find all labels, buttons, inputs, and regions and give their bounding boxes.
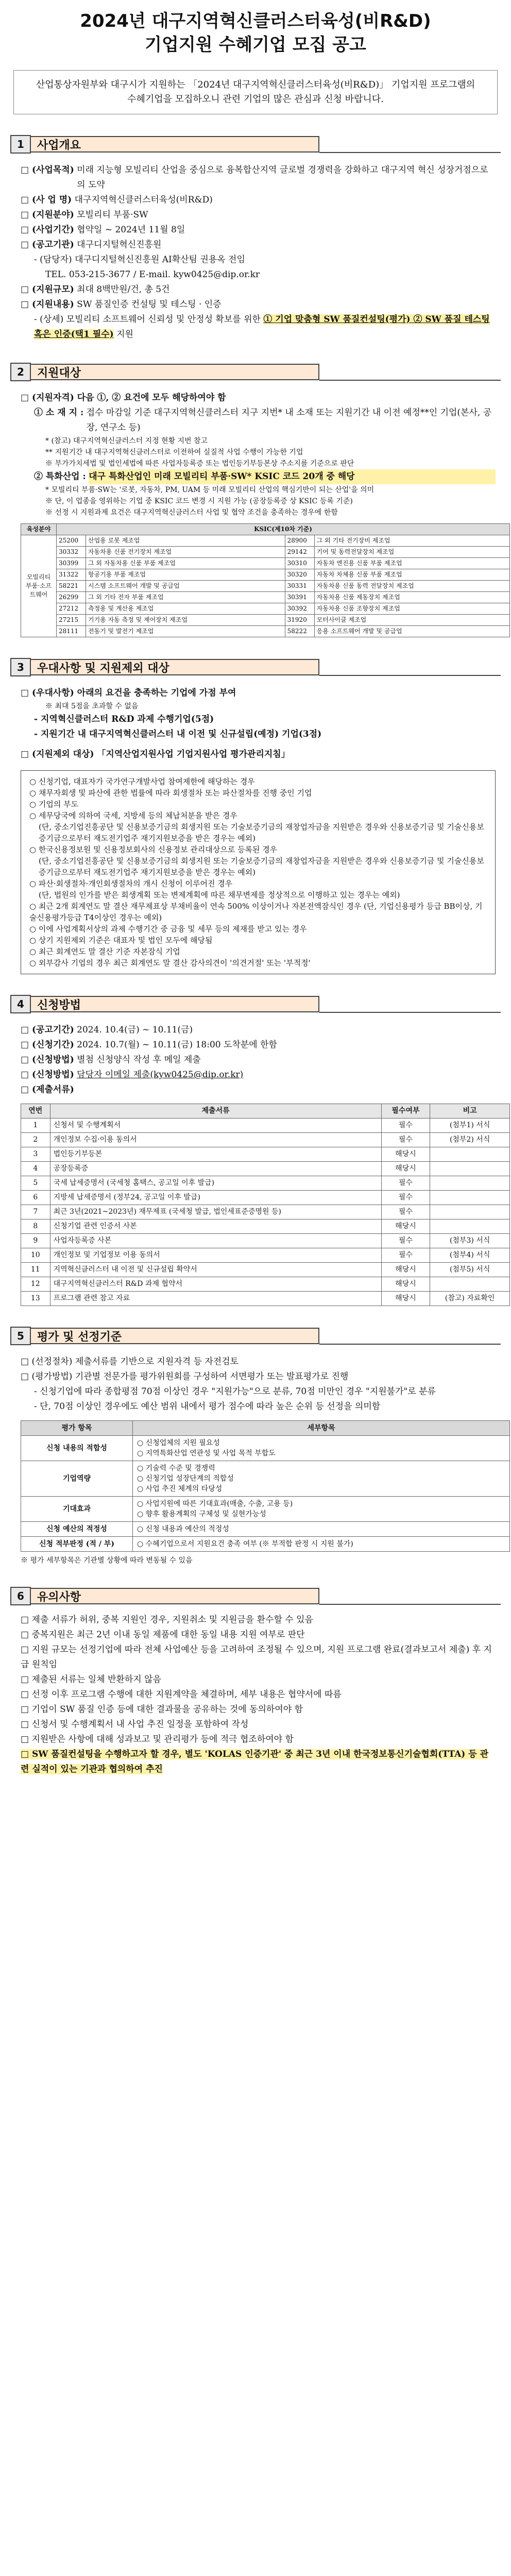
ksic-table — [21, 523, 510, 637]
table-cell: 그 외 기타 전자 부품 제조업 — [86, 592, 285, 603]
table-cell: 신청서 및 수행계획서 — [50, 1118, 381, 1133]
table-cell: 30391 — [285, 592, 314, 603]
table-row — [21, 581, 510, 592]
table-row — [21, 603, 510, 615]
table-row — [21, 1537, 510, 1552]
table-cell: 해당시 — [381, 1277, 430, 1292]
section-2-header — [10, 363, 501, 381]
list-item: □ 중복지원은 최근 2년 이내 동일 제품에 대한 동일 내용 지원 여부로 판단 — [21, 1630, 305, 1640]
table-cell: (첨부2) 서식 — [430, 1133, 510, 1147]
overview-row: □ (지원규모) 최대 8백만원/건, 총 5건 — [21, 284, 170, 295]
table-cell — [430, 1147, 510, 1162]
table-cell: 기어 및 동력전달장치 제조업 — [314, 547, 509, 558]
pref-item: - 지원기간 내 대구지역혁신클러스터 내 이전 및 신규설립(예정) 기업(3점) — [34, 729, 322, 739]
table-cell: 필수 — [381, 1176, 430, 1191]
table-cell — [430, 1277, 510, 1292]
table-header-cell: 비고 — [430, 1104, 510, 1118]
list-item: □ 지원 규모는 선정기업에 따라 전체 사업예산 등을 고려하여 조정될 수 있으며, 지원 프로그램 완료(결과보고서 제출) 후 지급 원칙임 — [21, 1645, 492, 1670]
table-cell: 국세 납세증명서 (국세청 홈택스, 공고일 이후 발급) — [50, 1176, 381, 1191]
pref-head: □ (우대사항) 아래의 요건을 충족하는 기업에 가점 부여 — [21, 688, 236, 698]
list-item: ○ 외부감사 기업의 경우 최근 회계연도 말 결산 감사의견이 '의견거절' 또는 '부적정' — [29, 958, 311, 968]
section-title: 사업개요 — [31, 136, 319, 152]
table-cell: 3 — [21, 1147, 50, 1162]
table-cell: 10 — [21, 1248, 50, 1263]
table-cell: 필수 — [381, 1234, 430, 1248]
apply-row: □ (신청방법) 담당자 이메일 제출(kyw0425@dip.or.kr) — [21, 1067, 496, 1082]
target-note: ** 지원기간 내 대구지역혁신클러스터로 이전하여 실질적 사업 수행이 가능한 기업 — [45, 448, 303, 456]
divider — [319, 1327, 501, 1345]
list-item: □ 제출된 서류는 일체 반환하지 않음 — [21, 1674, 161, 1685]
list-item: ○ 최근 2개 회계연도 말 결산 재무제표상 부채비율이 연속 500% 이상이거나 자본전액잠식인 경우 (단, 기업신용평가 등급 BB이상, 기술신용평가등급 T4이상인 경우는 예외) — [29, 902, 483, 922]
table-cell: 27215 — [57, 615, 86, 626]
list-item: □ 선정 이후 프로그램 수행에 대한 지원계약을 체결하며, 세부 내용은 협약서에 따름 — [21, 1689, 342, 1700]
table-cell: 30332 — [57, 547, 86, 558]
table-cell: 자동차 차체용 신품 부품 제조업 — [314, 569, 509, 581]
divider — [319, 995, 501, 1013]
table-cell: 해당시 — [381, 1219, 430, 1234]
list-item: ○ 이에 사업계획서상의 과제 수행기간 중 금융 및 세무 등의 제재를 받고 있는 경우 — [29, 924, 307, 934]
table-cell: 7 — [21, 1205, 50, 1219]
target-note: ※ 부가가치세법 및 법인세법에 따른 사업자등록증 또는 법인등기부등본상 주소지를 기준으로 판단 — [45, 460, 354, 468]
table-row — [21, 1191, 510, 1205]
table-cell: 26299 — [57, 592, 86, 603]
overview-row: □ (지원분야) 모빌리티 부품·SW — [21, 210, 148, 220]
excl-head: □ (지원제외 대상) 「지역산업지원사업 기업지원사업 평가관리지침」 — [21, 749, 290, 759]
table-row — [21, 1292, 510, 1306]
eval-note: ※ 평가 세부항목은 기관별 상황에 따라 변동될 수 있음 — [21, 1556, 193, 1565]
table-row — [21, 1205, 510, 1219]
section-number: 2 — [10, 363, 31, 381]
table-row — [21, 1522, 510, 1537]
list-item: □ 지원받은 사항에 대해 성과보고 및 관리평가 등에 적극 협조하여야 함 — [21, 1734, 294, 1744]
section-number: 3 — [10, 658, 31, 676]
table-cell: 기기용 자동 측정 및 제어장치 제조업 — [86, 615, 285, 626]
table-row — [21, 1162, 510, 1176]
table-cell: 측정용 및 계산용 제조업 — [86, 603, 285, 615]
section-4-header — [10, 995, 501, 1013]
table-cell — [430, 1176, 510, 1191]
section-number: 5 — [10, 1327, 31, 1345]
section-5-body — [21, 1354, 496, 1566]
overview-row: □ (사 업 명) 대구지역혁신클러스터육성(비R&D) — [21, 195, 213, 205]
table-cell: 개인정보 및 기업정보 이용 동의서 — [50, 1248, 381, 1263]
table-cell: 8 — [21, 1219, 50, 1234]
table-row — [21, 558, 510, 569]
table-cell: 6 — [21, 1191, 50, 1205]
table-cell: 13 — [21, 1292, 50, 1306]
table-cell: 프로그램 관련 참고 자료 — [50, 1292, 381, 1306]
eval-text: - 단, 70점 이상인 경우에도 예산 범위 내에서 평가 점수에 따라 높은 순위 등 선정을 의미함 — [34, 1401, 381, 1412]
pref-note: ※ 최대 5점을 초과할 수 없음 — [45, 702, 139, 710]
list-item: (단, 중소기업진흥공단 및 신용보증기금의 회생지원 또는 기술보증기금의 재창업자금을 지원받은 경우와 신용보증기금 및 기술신용보증기금으로부터 재도전기업주 재기지원보증을 받은 경우는 예외) — [39, 856, 484, 877]
table-header-cell: 제출서류 — [50, 1104, 381, 1118]
eval-text: □ (선정절차) 제출서류를 기반으로 지원자격 등 자전검토 — [21, 1357, 239, 1367]
caution-last: □ SW 품질컨설팅을 수행하고자 할 경우, 별도 'KOLAS 인증기관' 중 최근 3년 이내 한국정보통신기술협회(TTA) 등 관련 실적이 있는 기관과 협의하여 추진 — [21, 1749, 488, 1774]
table-cell: 30392 — [285, 603, 314, 615]
table-cell: 자동차용 신품 조향장치 제조업 — [314, 603, 509, 615]
table-header-cell: 평가 항목 — [21, 1421, 133, 1436]
list-item: □ 제출 서류가 허위, 중복 지원인 경우, 지원취소 및 지원금을 환수할 수 있음 — [21, 1615, 313, 1625]
list-item: ○ 파산·회생절차·개인회생절차의 개시 신청이 이루어진 경우 — [29, 879, 233, 888]
table-row — [21, 1497, 510, 1522]
table-cell: 자동차용 신품 전기장치 제조업 — [86, 547, 285, 558]
target-location: ① 소 재 지 : 접수 마감일 기준 대구지역혁신클러스터 지구 지번* 내 소재 또는 지원기간 내 이전 예정**인 기업(본사, 공장, 연구소 등) — [34, 408, 492, 433]
target-head: □ (지원자격) 다음 ①, ② 요건에 모두 해당하여야 함 — [21, 393, 226, 403]
table-row — [21, 1133, 510, 1147]
target-industry: ② 특화산업 : 대구 특화산업인 미래 모빌리티 부품·SW* KSIC 코드 20개 중 해당 — [21, 469, 496, 484]
section-title: 평가 및 선정기준 — [31, 1328, 319, 1344]
table-cell: 자동차용 신품 제동장치 제조업 — [314, 592, 509, 603]
target-note: ※ 단, 이 업종을 영위하는 기업 중 KSIC 코드 변경 시 지원 가능 (공장등록증 상 KSIC 등록 기준) — [45, 497, 353, 505]
notice-title — [10, 0, 501, 57]
table-cell: 신청 내용의 적합성 — [21, 1436, 133, 1461]
title-line-1: 2024년 대구지역혁신클러스터육성(비R&D) — [80, 11, 431, 31]
contact-info: TEL. 053-215-3677 / E-mail. kyw0425@dip.or.kr — [45, 269, 260, 280]
table-cell: 지방세 납세증명서 (정부24, 공고일 이후 발급) — [50, 1191, 381, 1205]
table-cell: ○ 수혜기업으로서 지원요건 충족 여부 (※ 부적합 판정 시 지원 불가) — [133, 1537, 510, 1552]
table-header-cell: 연번 — [21, 1104, 50, 1118]
table-cell: 58221 — [57, 581, 86, 592]
section-title: 신청방법 — [31, 996, 319, 1012]
table-row — [21, 1248, 510, 1263]
contact-person: - (담당자) 대구디지털혁신진흥원 AI확산팀 권용옥 전임 — [34, 255, 245, 265]
list-item: (단, 법원의 인가를 받은 회생계획 또는 변제계획에 따른 채무변제를 정상적으로 이행하고 있는 경우는 예외) — [39, 890, 400, 900]
table-cell: 25200 — [57, 535, 86, 547]
table-cell: (첨부3) 서식 — [430, 1234, 510, 1248]
table-header — [21, 1104, 510, 1118]
eval-text: □ (평가방법) 기관별 전문가를 평가위원회를 구성하여 서면평가 또는 발표평가로 진행 — [21, 1371, 349, 1382]
table-cell — [430, 1162, 510, 1176]
table-cell: 27212 — [57, 603, 86, 615]
divider — [319, 1587, 501, 1605]
table-cell: 31322 — [57, 569, 86, 581]
table-row — [21, 592, 510, 603]
target-note: * 모빌리티 부품·SW는 '로봇, 자동차, PM, UAM 등 미래 모빌리티 산업의 핵심기반이 되는 산업'을 의미 — [45, 486, 374, 494]
overview-row: □ (지원내용) SW 품질인증 컨설팅 및 테스팅 · 인증 — [21, 299, 222, 310]
section-2-body — [21, 391, 496, 637]
table-header: 육성분야 KSIC(제10차 기준) — [21, 524, 510, 535]
list-item: ○ 세무당국에 의하여 국세, 지방세 등의 체납처분을 받은 경우 — [29, 811, 237, 820]
ksic-group: 모빌리티 부품·소프트웨어 — [21, 535, 57, 637]
list-item: ○ 최근 회계연도 말 결산 기준 자본잠식 기업 — [29, 947, 180, 956]
overview-row: □ (사업기간) 협약일 ~ 2024년 11월 8일 — [21, 225, 185, 235]
table-row — [21, 1118, 510, 1133]
table-header-cell: 필수여부 — [381, 1104, 430, 1118]
table-row — [21, 1461, 510, 1497]
table-cell: 지역혁신클러스터 내 이전 및 신규설립 확약서 — [50, 1263, 381, 1277]
table-row — [21, 626, 510, 637]
table-row — [21, 1263, 510, 1277]
list-item: ○ 채무자회생 및 파산에 관한 법률에 따라 회생절차 또는 파산절차를 진행 중인 기업 — [29, 788, 312, 798]
section-title: 지원대상 — [31, 364, 319, 380]
apply-row: □ (공고기간) 2024. 10.4(금) ~ 10.11(금) — [21, 1025, 193, 1035]
table-cell: 1 — [21, 1118, 50, 1133]
divider — [319, 363, 501, 381]
exclusion-list — [21, 770, 496, 974]
table-cell: 사업자등록증 사본 — [50, 1234, 381, 1248]
evaluation-table — [21, 1420, 510, 1552]
table-cell: 30320 — [285, 569, 314, 581]
table-cell: 12 — [21, 1277, 50, 1292]
table-cell: 기업역량 — [21, 1461, 133, 1497]
table-cell: 법인등기부등본 — [50, 1147, 381, 1162]
table-cell: 필수 — [381, 1205, 430, 1219]
table-cell: 28900 — [285, 535, 314, 547]
target-note: ※ 선정 시 지원과제 요건은 대구지역혁신클러스터 사업 및 협약 조건을 충족하는 경우에 한함 — [45, 509, 338, 517]
table-row — [21, 1147, 510, 1162]
table-cell: 최근 3년(2021~2023년) 재무제표 (국세청 발급, 법인세표준증명원 등) — [50, 1205, 381, 1219]
list-item: (단, 중소기업진흥공단 및 신용보증기금의 회생지원 또는 기술보증기금의 재창업자금을 지원받은 경우와 신용보증기금 및 기술신용보증기금으로부터 재도전기업주 재기지원보증을 받은 경우는 예외) — [39, 822, 484, 843]
table-row — [21, 615, 510, 626]
section-1-header — [10, 135, 501, 154]
table-cell: 그 외 기타 전기장비 제조업 — [314, 535, 509, 547]
eval-text: - 신청기업에 따라 종합평점 70점 이상인 경우 "지원가능"으로 분류, 70점 미만인 경우 "지원불가"로 분류 — [34, 1386, 436, 1397]
table-cell — [430, 1205, 510, 1219]
table-cell: 해당시 — [381, 1147, 430, 1162]
list-item: ○ 한국신용정보원 및 신용정보회사의 신용정보 관리대상으로 등록된 경우 — [29, 845, 278, 854]
divider — [319, 658, 501, 676]
table-cell: 해당시 — [381, 1162, 430, 1176]
table-row — [21, 1277, 510, 1292]
table-cell: 신청 적부판정 (적 / 부) — [21, 1537, 133, 1552]
table-cell: 11 — [21, 1263, 50, 1277]
list-item: □ 신청서 및 수행계획서 내 사업 추진 일정을 포함하여 작성 — [21, 1719, 249, 1730]
table-cell: 9 — [21, 1234, 50, 1248]
table-cell: 신청 예산의 적정성 — [21, 1522, 133, 1537]
table-row — [21, 535, 510, 547]
table-cell: 항공기용 부품 제조업 — [86, 569, 285, 581]
documents-table — [21, 1104, 510, 1306]
apply-row: □ (신청기간) 2024. 10.7(월) ~ 10.11(금) 18:00 도착분에 한함 — [21, 1040, 277, 1050]
section-5-header — [10, 1327, 501, 1345]
table-cell: ○ 신청 내용과 예산의 적정성 — [133, 1522, 510, 1537]
table-cell — [430, 1219, 510, 1234]
overview-row: □ (공고기관) 대구디지털혁신진흥원 — [21, 240, 162, 250]
table-cell: 58222 — [285, 626, 314, 637]
table-cell: 해당시 — [381, 1263, 430, 1277]
table-cell: 30331 — [285, 581, 314, 592]
table-cell: 2 — [21, 1133, 50, 1147]
table-cell: 5 — [21, 1176, 50, 1191]
table-cell: 개인정보 수집·이용 동의서 — [50, 1133, 381, 1147]
table-cell: 산업용 로봇 제조업 — [86, 535, 285, 547]
table-cell: 31920 — [285, 615, 314, 626]
table-cell: 필수 — [381, 1133, 430, 1147]
table-header-cell: 세부항목 — [133, 1421, 510, 1436]
list-item: ○ 상기 지원제외 기준은 대표자 및 법인 모두에 해당됨 — [29, 936, 213, 945]
table-cell: 4 — [21, 1162, 50, 1176]
table-cell: ○ 신청업체의 지원 필요성 ○ 지역특화산업 연관성 및 사업 목적 부합도 — [133, 1436, 510, 1461]
list-item: ○ 기업의 부도 — [29, 800, 79, 809]
table-cell: 30399 — [57, 558, 86, 569]
section-6-header — [10, 1587, 501, 1605]
table-row — [21, 1219, 510, 1234]
cautions-list — [21, 1613, 496, 1747]
list-item: □ 기업이 SW 품질 인증 등에 대한 결과물을 공유하는 것에 동의하여야 함 — [21, 1704, 303, 1715]
table-cell: 그 외 자동차용 신품 부품 제조업 — [86, 558, 285, 569]
section-4-body — [21, 1023, 496, 1306]
target-note: * (참고) 대구지역혁신클러스터 지정 현황 지번 참고 — [45, 437, 208, 445]
table-cell: 시스템 소프트웨어 개발 및 공급업 — [86, 581, 285, 592]
apply-row: □ (신청방법) 별첨 신청양식 작성 후 메일 제출 — [21, 1055, 201, 1065]
table-row — [21, 1176, 510, 1191]
table-cell — [430, 1191, 510, 1205]
intro-box: 산업통상자원부와 대구시가 지원하는 「2024년 대구지역혁신클러스터육성(비R&D)」 기업지원 프로그램의 수혜기업을 모집하오니 관련 기업의 많은 관심과 신청 바랍니다. — [13, 70, 498, 114]
table-cell: 응용 소프트웨어 개발 및 공급업 — [314, 626, 509, 637]
table-cell: 30310 — [285, 558, 314, 569]
section-number: 1 — [10, 135, 31, 154]
table-cell: 공장등록증 — [50, 1162, 381, 1176]
pref-item: - 지역혁신클러스터 R&D 과제 수행기업(5점) — [34, 714, 214, 724]
table-row — [21, 1436, 510, 1461]
table-header — [21, 1421, 510, 1436]
table-cell: ○ 사업지원에 따른 기대효과(매출, 수출, 고용 등) ○ 향후 활용계획의 구체성 및 실현가능성 — [133, 1497, 510, 1522]
divider — [319, 135, 501, 153]
table-cell: 자동차 엔진용 신품 부품 제조업 — [314, 558, 509, 569]
table-cell: 29142 — [285, 547, 314, 558]
table-cell: 필수 — [381, 1191, 430, 1205]
table-cell: 대구지역혁신클러스터 R&D 과제 협약서 — [50, 1277, 381, 1292]
section-3-header — [10, 658, 501, 676]
table-cell: 자동차용 신품 동력 전달장치 제조업 — [314, 581, 509, 592]
table-cell: (첨부4) 서식 — [430, 1248, 510, 1263]
table-cell: 28111 — [57, 626, 86, 637]
table-cell: (참고) 자료확인 — [430, 1292, 510, 1306]
table-cell: 기대효과 — [21, 1497, 133, 1522]
table-row — [21, 547, 510, 558]
section-3-body — [21, 686, 496, 974]
contact-email-link[interactable]: 담당자 이메일 제출(kyw0425@dip.or.kr) — [77, 1070, 244, 1080]
table-cell: 필수 — [381, 1118, 430, 1133]
section-title: 유의사항 — [31, 1588, 319, 1604]
apply-row: □ (제출서류) — [21, 1084, 74, 1095]
overview-detail: - (상세) 모빌리티 소프트웨어 신뢰성 및 안정성 확보를 위한 ① 기업 맞춤형 SW 품질컨설팅(평가) ② SW 품질 테스팅 혹은 인증(택1 필수) 지원 — [34, 314, 490, 340]
list-item: ○ 신청기업, 대표자가 국가연구개발사업 참여제한에 해당하는 경우 — [29, 777, 255, 786]
title-line-2: 기업지원 수혜기업 모집 공고 — [145, 35, 366, 55]
overview-row: □ (사업목적) 미래 지능형 모빌리티 산업을 중심으로 융복합산지역 글로벌 경쟁력을 강화하고 대구지역 혁신 성장거점으로의 도약 — [21, 165, 488, 190]
table-cell: ○ 기술력 수준 및 경쟁력 ○ 신청기업 성장단계의 적합성 ○ 사업 추진 체계의 타당성 — [133, 1461, 510, 1497]
table-cell: 신청기업 관련 인증서 사본 — [50, 1219, 381, 1234]
table-cell: 해당시 — [381, 1292, 430, 1306]
table-cell: (첨부1) 서식 — [430, 1118, 510, 1133]
table-row — [21, 1234, 510, 1248]
table-cell: 필수 — [381, 1248, 430, 1263]
table-cell: (첨부5) 서식 — [430, 1263, 510, 1277]
table-row — [21, 569, 510, 581]
section-title: 우대사항 및 지원제외 대상 — [31, 659, 319, 675]
table-cell: 전동기 및 발전기 제조업 — [86, 626, 285, 637]
section-1-body — [21, 163, 496, 342]
table-cell: 모터사이클 제조업 — [314, 615, 509, 626]
section-number: 6 — [10, 1587, 31, 1605]
section-number: 4 — [10, 995, 31, 1013]
